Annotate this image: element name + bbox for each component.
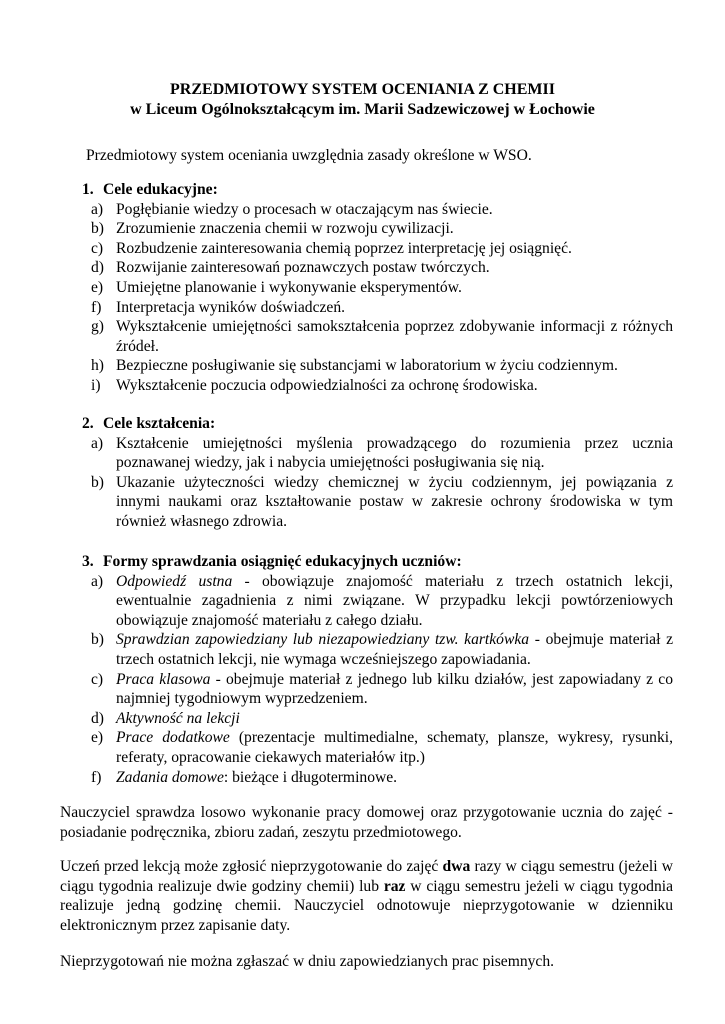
list-item-text: Interpretacja wyników doświadczeń. bbox=[116, 298, 346, 316]
list-marker: c) bbox=[91, 239, 104, 257]
paragraph-unpreparedness bbox=[60, 857, 673, 935]
list-item-text: - obejmuje materiał z trzech ostatnich lekcji, nie wymaga wcześniejszego zapowiadania. bbox=[116, 631, 673, 668]
section-number: 2. bbox=[82, 415, 94, 432]
list-marker: d) bbox=[91, 259, 104, 277]
paragraph-text: Uczeń przed lekcją może zgłosić nieprzygotowanie do zajęć bbox=[60, 858, 443, 875]
list-item bbox=[81, 200, 673, 220]
list-item-text: Bezpieczne posługiwanie się substancjami w laboratorium w życiu codziennym. bbox=[116, 357, 618, 375]
list-item bbox=[81, 434, 673, 473]
list-item-label: Praca klasowa bbox=[116, 670, 211, 688]
emphasis-two: dwa bbox=[442, 858, 471, 875]
list-item bbox=[81, 670, 673, 709]
list-item-text: (prezentacje multimedialne, schematy, plansze, wykresy, rysunki, referaty, opracowanie ciekawych materiałów itp.) bbox=[116, 729, 673, 766]
list-item-text: Pogłębianie wiedzy o procesach w otaczającym nas świecie. bbox=[116, 200, 493, 218]
list-item bbox=[81, 728, 673, 767]
section-number: 3. bbox=[82, 553, 94, 570]
list-marker: g) bbox=[91, 318, 104, 336]
list-item-text: Wykształcenie umiejętności samokształcenia poprzez zdobywanie informacji z różnych źródeł. bbox=[116, 318, 673, 355]
list-marker: b) bbox=[91, 220, 104, 238]
paragraph-homework-check: Nauczyciel sprawdza losowo wykonanie pracy domowej oraz przygotowanie ucznia do zajęć - posiadanie podręcznika, zbioru zadań, zeszytu przedmiotowego. bbox=[60, 804, 673, 841]
list-item-label: Zadania domowe bbox=[116, 768, 224, 786]
page-subtitle: w Liceum Ogólnokształcącym im. Marii Sadzewiczowej w Łochowie bbox=[130, 101, 595, 118]
list-item-text: Ukazanie użyteczności wiedzy chemicznej w życiu codziennym, jej powiązania z innymi naukami oraz kształtowanie postaw w zakresie ochrony środowiska w tym również własnego zdrowia. bbox=[116, 473, 673, 530]
list-item-text: Rozbudzenie zainteresowania chemią poprzez interpretację jej osiągnięć. bbox=[116, 239, 572, 257]
list-item bbox=[81, 298, 673, 318]
list-marker: i) bbox=[91, 376, 101, 394]
paragraph-restriction: Nieprzygotowań nie można zgłaszać w dniu zapowiedzianych prac pisemnych. bbox=[60, 953, 555, 970]
list-item bbox=[81, 473, 673, 532]
section-teaching-goals bbox=[81, 414, 673, 532]
section-title: Cele edukacyjne: bbox=[103, 181, 218, 198]
list-item bbox=[81, 709, 673, 729]
list-marker: e) bbox=[91, 729, 104, 747]
list-marker: f) bbox=[91, 298, 102, 316]
list-item bbox=[81, 630, 673, 669]
list-item-text: Wykształcenie poczucia odpowiedzialności za ochronę środowiska. bbox=[116, 376, 538, 394]
list-item bbox=[81, 376, 673, 396]
list-marker: a) bbox=[91, 434, 104, 452]
section-educational-goals bbox=[81, 180, 673, 396]
list-item-text: : bieżące i długoterminowe. bbox=[223, 768, 398, 786]
list-marker: h) bbox=[91, 357, 104, 375]
list-item-label: Sprawdzian zapowiedziany lub niezapowiedziany tzw. kartkówka bbox=[116, 631, 530, 649]
section-heading bbox=[82, 414, 673, 434]
list-item bbox=[81, 572, 673, 631]
list-item-text: Kształcenie umiejętności myślenia prowadzącego do rozumienia przez ucznia poznawanej wiedzy, jak i nabycia umiejętności posługiwania się nią. bbox=[116, 434, 673, 472]
paragraph-text: razy w ciągu semestru (jeżeli w ciągu tygodnia realizuje dwie godziny chemii) lub bbox=[60, 858, 673, 895]
list-item bbox=[81, 239, 673, 259]
list-item bbox=[81, 356, 673, 376]
page-title: PRZEDMIOTOWY SYSTEM OCENIANIA Z CHEMII bbox=[170, 81, 555, 98]
list-marker: f) bbox=[91, 768, 102, 786]
list-marker: a) bbox=[91, 200, 104, 218]
list-item-text: Umiejętne planowanie i wykonywanie eksperymentów. bbox=[116, 278, 462, 296]
emphasis-once: raz bbox=[383, 877, 406, 895]
section-number: 1. bbox=[82, 181, 94, 198]
section-heading bbox=[82, 180, 673, 200]
list-marker: b) bbox=[91, 473, 104, 491]
section-title: Formy sprawdzania osiągnięć edukacyjnych uczniów: bbox=[103, 553, 462, 570]
list-item-label: Odpowiedź ustna bbox=[116, 572, 233, 590]
list-item bbox=[81, 768, 673, 788]
section-heading bbox=[82, 552, 673, 572]
list-item bbox=[81, 258, 673, 278]
list-item bbox=[81, 219, 673, 239]
list-item bbox=[81, 278, 673, 298]
list-item bbox=[81, 317, 673, 356]
list-marker: d) bbox=[91, 709, 104, 727]
intro-text: Przedmiotowy system oceniania uwzględnia zasady określone w WSO. bbox=[86, 147, 532, 164]
list-marker: e) bbox=[91, 278, 104, 296]
list-item-text: - obowiązuje znajomość materiału z trzech ostatnich lekcji, ewentualnie zagadnienia z nimi związane. W przypadku lekcji powtórzeniowych obowiązuje znajomość materiału z całego działu. bbox=[116, 572, 673, 629]
section-title: Cele kształcenia: bbox=[103, 415, 216, 432]
list-item-label: Prace dodatkowe bbox=[116, 729, 230, 747]
list-item-label: Aktywność na lekcji bbox=[116, 709, 240, 727]
paragraph-text: w ciągu semestru jeżeli w ciągu tygodnia realizuje jedną godzinę chemii. Nauczyciel odnotowuje nieprzygotowanie w dzienniku elektronicznym przez zapisanie daty. bbox=[60, 877, 673, 934]
list-item-text: Zrozumienie znaczenia chemii w rozwoju cywilizacji. bbox=[116, 220, 454, 238]
list-marker: c) bbox=[91, 670, 104, 688]
section-assessment-forms bbox=[81, 552, 673, 787]
list-item-text: - obejmuje materiał z jednego lub kilku działów, jest zapowiadany z co najmniej tygodniowym wyprzedzeniem. bbox=[116, 670, 674, 708]
list-item-text: Rozwijanie zainteresowań poznawczych postaw twórczych. bbox=[116, 259, 490, 277]
list-marker: a) bbox=[91, 572, 104, 590]
list-marker: b) bbox=[91, 631, 104, 649]
